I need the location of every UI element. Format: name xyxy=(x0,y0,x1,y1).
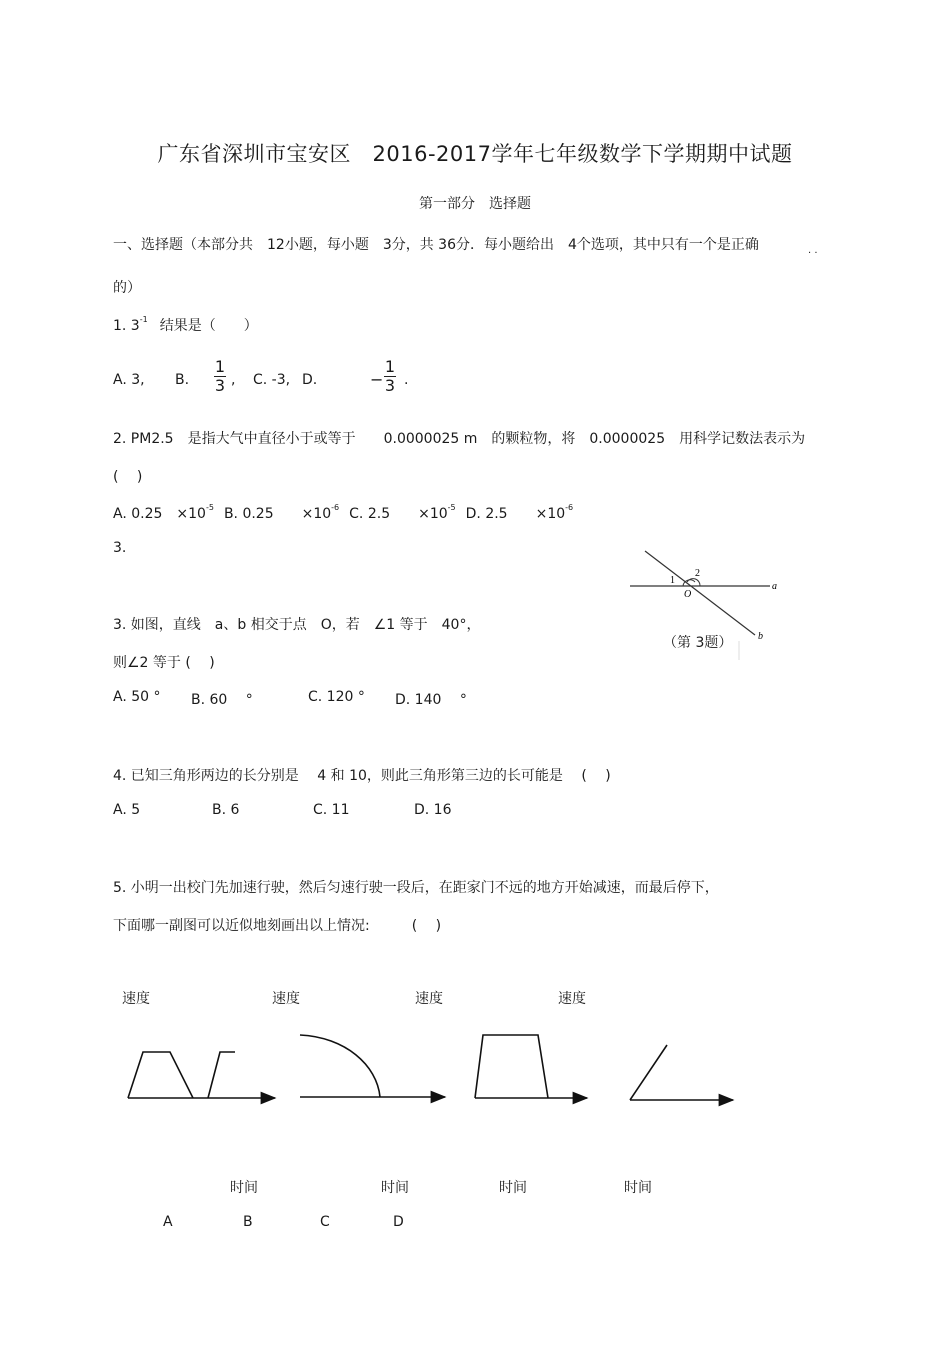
graph-b-xlabel: 时间 xyxy=(381,1180,409,1196)
q1-option-c: C. -3, xyxy=(253,372,291,388)
q3-stem-line1: 3. 如图，直线 a、b 相交于点 O，若 ∠1 等于 40°， xyxy=(113,617,481,633)
q3-option-b: B. 60 ° xyxy=(191,692,253,708)
graph-b xyxy=(300,1035,445,1097)
q2-option-b: B. 0.25 ×10 xyxy=(223,506,332,522)
graph-c-ylabel: 速度 xyxy=(415,991,443,1007)
q4-option-b: B. 6 xyxy=(212,802,240,818)
q1-stem xyxy=(113,315,258,335)
graph-d-ylabel: 速度 xyxy=(558,991,586,1007)
graph-a-option: A xyxy=(163,1214,173,1230)
line-b xyxy=(645,551,755,635)
q1-option-d-period: . xyxy=(404,372,409,388)
graph-c-xlabel: 时间 xyxy=(499,1180,527,1196)
graph-b-option: B xyxy=(243,1214,253,1230)
section-heading: 第一部分 选择题 xyxy=(419,196,531,212)
q2-option-a: A. 0.25 ×10 xyxy=(113,506,206,522)
q2-option-d: D. 2.5 ×10 xyxy=(465,506,566,522)
q2-option-b-exp: -6 xyxy=(331,503,340,512)
q1-b-numerator: 1 xyxy=(214,357,226,376)
graph-c-curve xyxy=(475,1035,548,1098)
q3-option-a: A. 50 ° xyxy=(113,689,161,705)
graph-b-curve xyxy=(300,1035,380,1097)
label-angle-1: 1 xyxy=(670,575,675,586)
instructions-line1: 一、选择题（本部分共 12小题，每小题 3分，共 36分．每小题给出 4个选项，其中只有一个是正确 xyxy=(113,237,759,253)
q4-option-a: A. 5 xyxy=(113,802,141,818)
q2-option-d-exp: -6 xyxy=(565,503,574,512)
graph-a-xlabel: 时间 xyxy=(230,1180,258,1196)
graph-a-curve-2 xyxy=(208,1052,235,1098)
q1-option-d-label: D. xyxy=(302,372,318,388)
q4-stem: 4. 已知三角形两边的长分别是 4 和 10，则此三角形第三边的长可能是 ( ) xyxy=(113,768,611,784)
graph-a-ylabel: 速度 xyxy=(122,991,150,1007)
q1-option-b-comma: , xyxy=(231,372,236,388)
graph-d-xlabel: 时间 xyxy=(624,1180,652,1196)
q3-stem-line2: 则∠2 等于 ( ) xyxy=(113,655,215,671)
q1-option-b-fraction xyxy=(214,358,226,395)
q1-d-denominator: 3 xyxy=(384,376,396,395)
page-title: 广东省深圳市宝安区 2016-2017学年七年级数学下学期期中试题 xyxy=(157,142,793,166)
q1-d-numerator: 1 xyxy=(384,357,396,376)
graph-b-ylabel: 速度 xyxy=(272,991,300,1007)
label-point-o: O xyxy=(684,589,692,600)
q4-option-c: C. 11 xyxy=(313,802,350,818)
graph-d xyxy=(630,1045,733,1100)
q1-option-b-label: B. xyxy=(175,372,190,388)
q3-figure-caption: （第 3题） xyxy=(663,635,733,651)
q2-options xyxy=(113,503,573,523)
q4-option-d: D. 16 xyxy=(414,802,452,818)
label-line-b: b xyxy=(758,631,763,642)
q5-stem-line1: 5. 小明一出校门先加速行驶，然后匀速行驶一段后，在距家门不远的地方开始减速，而最后停下， xyxy=(113,880,719,896)
q2-stem-line1: 2. PM2.5 是指大气中直径小于或等于 0.0000025 m 的颗粒物，将 0.0000025 用科学记数法表示为 xyxy=(113,431,806,447)
q3-option-c: C. 120 ° xyxy=(308,689,365,705)
q2-option-c-exp: -5 xyxy=(447,503,456,512)
q3-label: 3. xyxy=(113,540,127,556)
q5-graphs xyxy=(115,1025,745,1115)
q1-option-d-sign: − xyxy=(370,370,384,389)
q1-option-a: A. 3, xyxy=(113,372,145,388)
graph-a-curve-1 xyxy=(128,1052,193,1098)
instructions-line2: 的） xyxy=(113,280,141,296)
emphasis-dots: · · xyxy=(808,248,818,259)
q1-exponent: -1 xyxy=(139,315,148,324)
q5-stem-line2: 下面哪一副图可以近似地刻画出以上情况: ( ) xyxy=(113,918,442,934)
q2-option-c: C. 2.5 ×10 xyxy=(349,506,448,522)
graph-d-option: D xyxy=(393,1214,404,1230)
graph-d-curve xyxy=(630,1045,667,1100)
q1-stem-suffix: 结果是（ ） xyxy=(159,318,258,334)
graph-c-option: C xyxy=(320,1214,330,1230)
q1-option-d-fraction xyxy=(384,358,396,395)
q1-stem-prefix: 1. 3 xyxy=(113,318,140,334)
graph-c xyxy=(475,1035,587,1098)
q2-option-a-exp: -5 xyxy=(205,503,214,512)
label-line-a: a xyxy=(772,581,777,592)
q2-stem-line2: ( ) xyxy=(113,469,143,485)
q1-b-denominator: 3 xyxy=(214,376,226,395)
q3-option-d: D. 140 ° xyxy=(395,692,467,708)
graph-a xyxy=(128,1052,275,1098)
label-angle-2: 2 xyxy=(695,568,700,579)
